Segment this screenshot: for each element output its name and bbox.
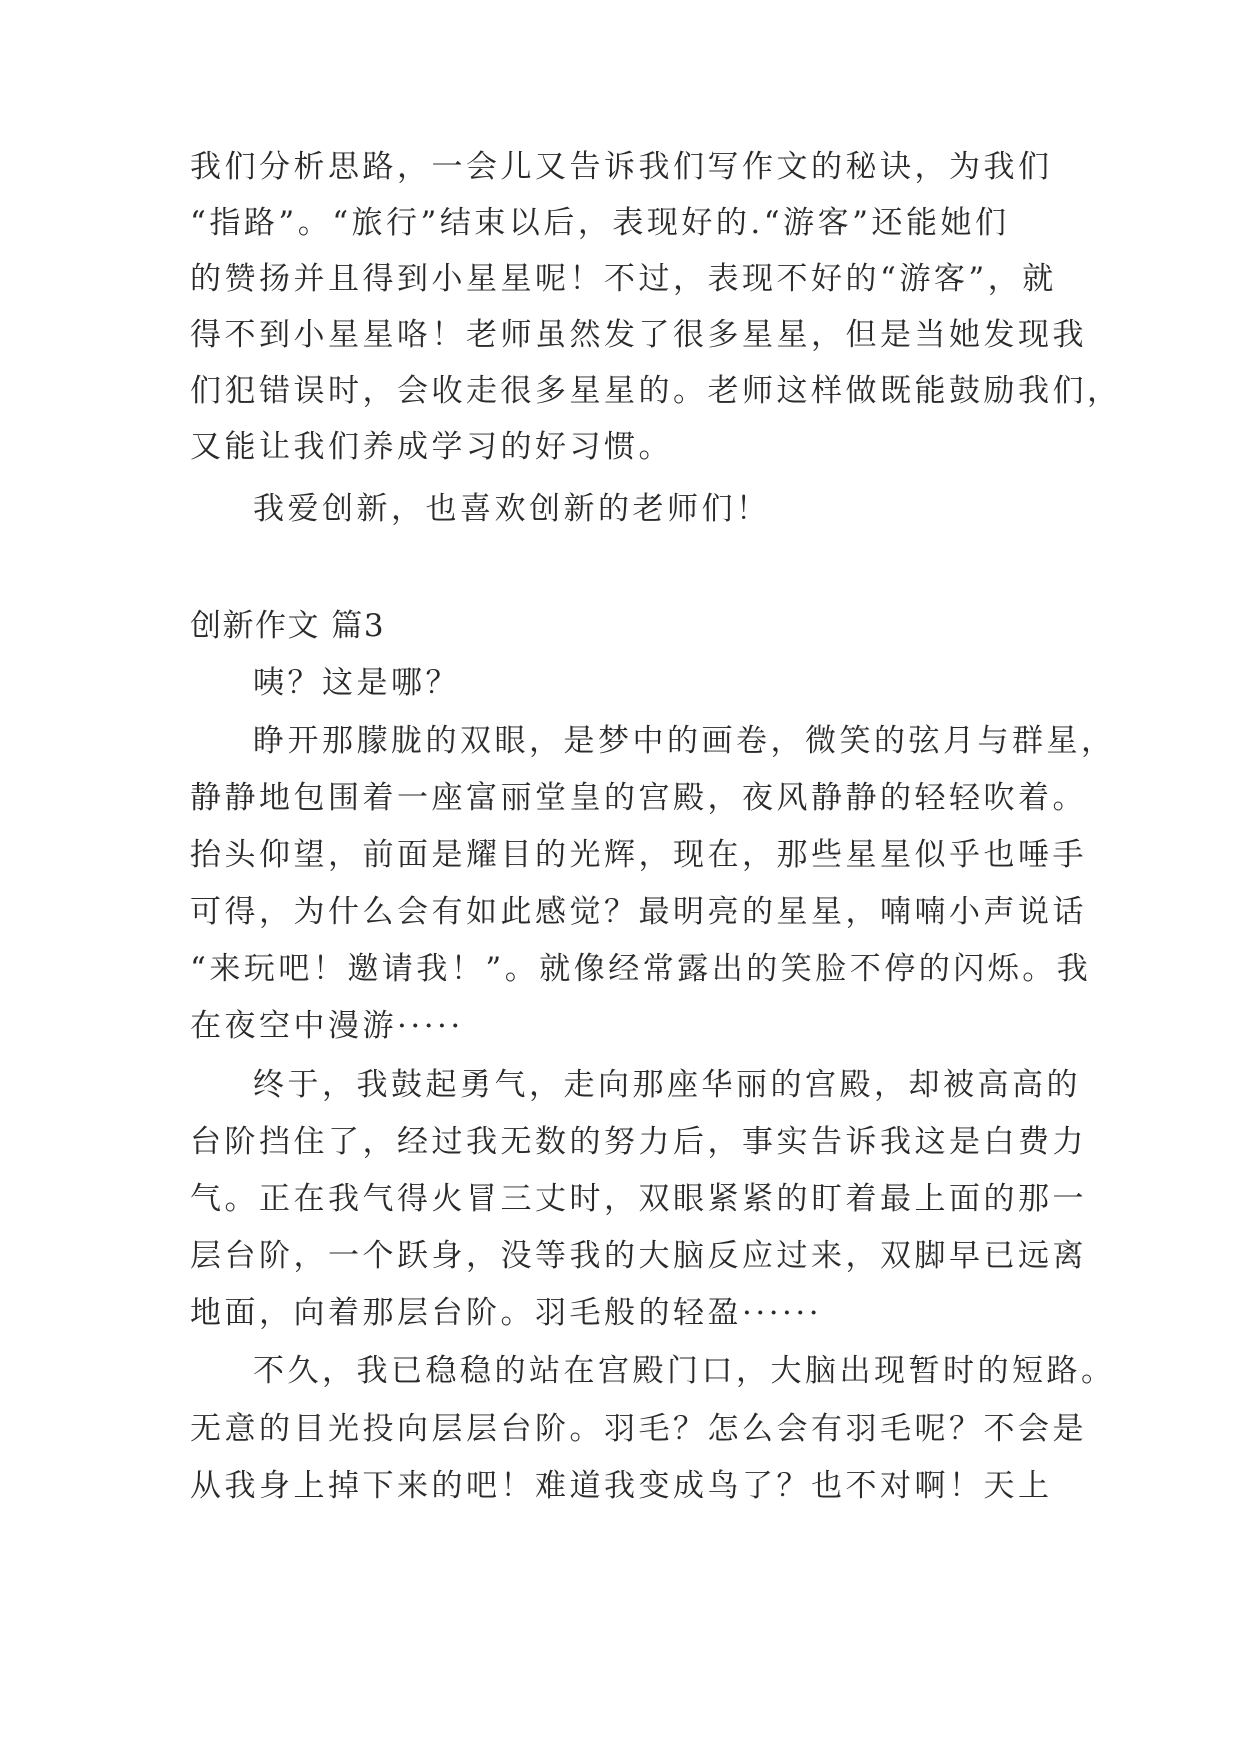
text-line: 从我身上掉下来的吧！难道我变成鸟了？也不对啊！天上: [190, 1468, 1053, 1504]
text-line: 抬头仰望，前面是耀目的光辉，现在，那些星星似乎也唾手: [190, 837, 1087, 873]
text-line: 得不到小星星咯！老师虽然发了很多星星，但是当她发现我: [190, 317, 1087, 353]
text-line: 地面，向着那层台阶。羽毛般的轻盈······: [190, 1295, 823, 1331]
paragraph-first-line: 不久，我已稳稳的站在宫殿门口，大脑出现暂时的短路。: [253, 1353, 1116, 1389]
text-line: 又能让我们养成学习的好习惯。: [190, 429, 673, 465]
paragraph-first-line: 终于，我鼓起勇气，走向那座华丽的宫殿，却被高高的: [253, 1067, 1081, 1103]
text-line: 台阶挡住了，经过我无数的努力后，事实告诉我这是白费力: [190, 1124, 1087, 1160]
text-line: 在夜空中漫游·····: [190, 1008, 464, 1044]
text-line: 们犯错误时，会收走很多星星的。老师这样做既能鼓励我们，: [190, 373, 1122, 409]
paragraph-first-line: 咦？这是哪？: [253, 665, 460, 701]
text-line: 层台阶，一个跃身，没等我的大脑反应过来，双脚早已远离: [190, 1238, 1087, 1274]
text-line: “指路”。“旅行”结束以后，表现好的.“游客”还能她们: [190, 205, 1010, 241]
text-line: 可得，为什么会有如此感觉？最明亮的星星，喃喃小声说话: [190, 894, 1087, 930]
text-line: 我们分析思路，一会儿又告诉我们写作文的秘诀，为我们: [190, 149, 1053, 185]
text-line: 无意的目光投向层层台阶。羽毛？怎么会有羽毛呢？不会是: [190, 1411, 1087, 1447]
paragraph-first-line: 我爱创新，也喜欢创新的老师们！: [253, 491, 771, 527]
text-line: 的赞扬并且得到小星星呢！不过，表现不好的“游客”，就: [190, 261, 1057, 297]
text-line: “来玩吧！邀请我！”。就像经常露出的笑脸不停的闪烁。我: [190, 951, 1092, 987]
text-line: 静静地包围着一座富丽堂皇的宫殿，夜风静静的轻轻吹着。: [190, 780, 1087, 816]
section-heading: 创新作文 篇3: [190, 608, 386, 644]
text-line: 气。正在我气得火冒三丈时，双眼紧紧的盯着最上面的那一: [190, 1181, 1087, 1217]
paragraph-first-line: 睁开那朦胧的双眼，是梦中的画卷，微笑的弦月与群星，: [253, 723, 1116, 759]
